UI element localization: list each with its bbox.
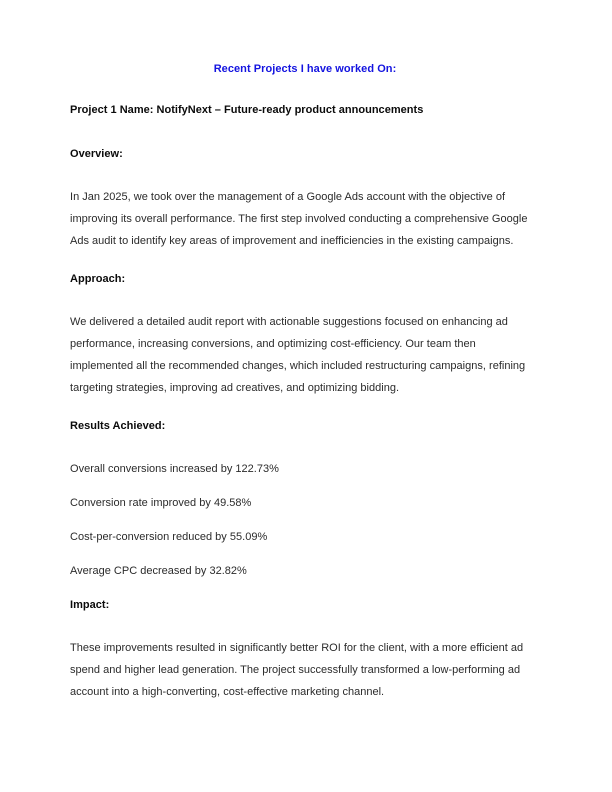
section-heading-results: Results Achieved: <box>70 420 166 432</box>
project-name-heading: Project 1 Name: NotifyNext – Future-ready product announcements <box>70 104 424 116</box>
section-heading-impact: Impact: <box>70 599 110 611</box>
section-body-impact: These improvements resulted in significantly better ROI for the client, with a more efficient ad spend and higher lead generation. The project successfully transformed a low-performing ad account into a high-converting, cost-effective marketing channel. <box>70 642 524 698</box>
section-heading-overview: Overview: <box>70 148 123 160</box>
results-list <box>70 458 540 582</box>
section-body-overview: In Jan 2025, we took over the management of a Google Ads account with the objective of improving its overall performance. The first step involved conducting a comprehensive Google Ads audit to identify key areas of improvement and inefficiencies in the existing campaigns. <box>70 191 528 247</box>
section-body-approach: We delivered a detailed audit report with actionable suggestions focused on enhancing ad performance, increasing conversions, and optimizing cost-efficiency. Our team then implemented all the recommended changes, which included restructuring campaigns, refining targeting strategies, improving ad creatives, and optimizing bidding. <box>70 316 526 394</box>
section-heading-approach: Approach: <box>70 273 126 285</box>
list-item: Average CPC decreased by 32.82% <box>70 565 247 577</box>
list-item: Conversion rate improved by 49.58% <box>70 497 252 509</box>
page-title: Recent Projects I have worked On: <box>213 63 397 75</box>
list-item: Cost-per-conversion reduced by 55.09% <box>70 531 268 543</box>
list-item: Overall conversions increased by 122.73% <box>70 463 279 475</box>
